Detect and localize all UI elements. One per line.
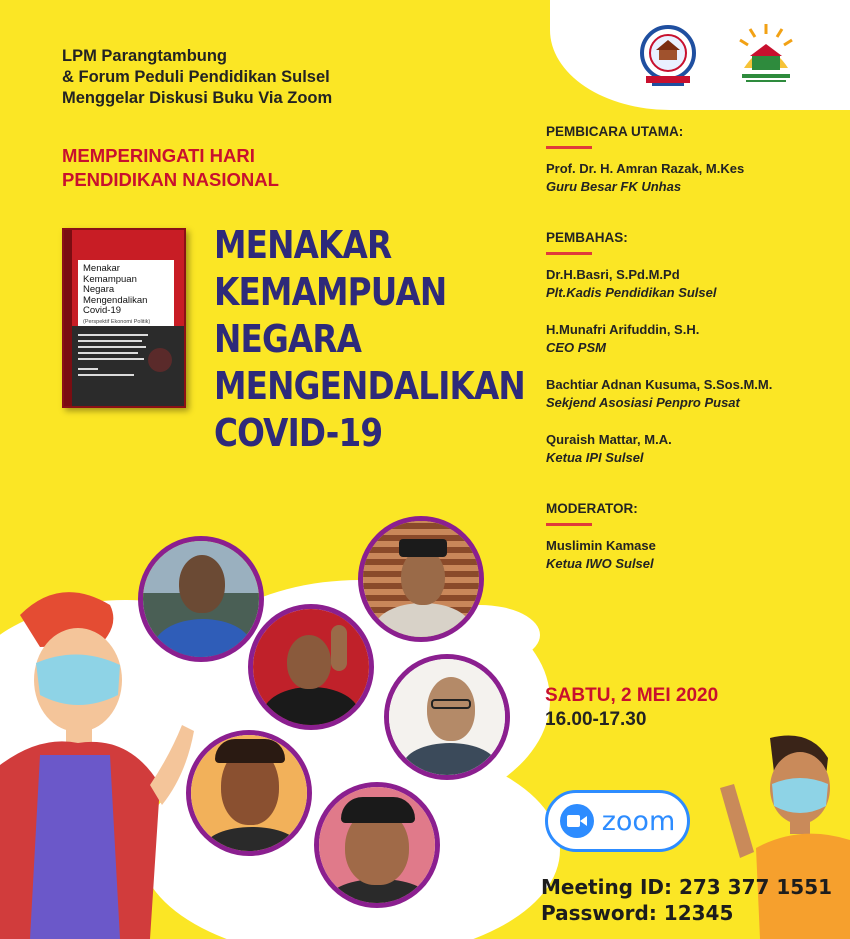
- speakers-list: [546, 124, 836, 592]
- speaker-entry: [546, 537, 836, 573]
- meeting-info: [541, 874, 832, 926]
- speaker-name: Dr.H.Basri, S.Pd.M.Pd: [546, 267, 680, 282]
- lpm-logo-icon: [632, 20, 704, 90]
- speaker-photo: [358, 516, 484, 642]
- organizer-line: Menggelar Diskusi Buku Via Zoom: [62, 89, 333, 107]
- speaker-entry: [546, 376, 836, 412]
- organizer-text: [62, 46, 332, 109]
- speaker-entry: [546, 160, 836, 196]
- book-subtitle: (Perspektif Ekonomi Politik): [83, 318, 151, 325]
- speaker-name: H.Munafri Arifuddin, S.H.: [546, 322, 700, 337]
- event-date: SABTU, 2 MEI 2020: [545, 685, 719, 706]
- speaker-role: Ketua IPI Sulsel: [546, 450, 644, 465]
- speaker-name: Bachtiar Adnan Kusuma, S.Sos.M.M.: [546, 377, 773, 392]
- event-schedule: [545, 684, 718, 732]
- book-title-panel: [78, 260, 174, 326]
- speaker-role: Guru Besar FK Unhas: [546, 179, 682, 194]
- book-authors-panel: [72, 326, 184, 406]
- speaker-photo: [314, 782, 440, 908]
- speaker-entry: [546, 431, 836, 467]
- meeting-id: Meeting ID: 273 377 1551: [541, 875, 833, 899]
- speaker-photo: [186, 730, 312, 856]
- event-time: 16.00-17.30: [545, 709, 647, 730]
- discussants-heading: PEMBAHAS:: [546, 230, 628, 245]
- forum-logo-icon: [730, 20, 802, 90]
- masked-person-illustration: [0, 585, 200, 939]
- speaker-name: Prof. Dr. H. Amran Razak, M.Kes: [546, 161, 745, 176]
- book-spine: [64, 230, 72, 406]
- commemoration-line: PENDIDIKAN NASIONAL: [62, 169, 279, 190]
- speaker-name: Quraish Mattar, M.A.: [546, 432, 672, 447]
- commemoration-heading: [62, 144, 279, 192]
- moderator-heading: MODERATOR:: [546, 501, 638, 516]
- heading-underline: [546, 252, 592, 255]
- book-title: Menakar Kemampuan Negara Mengendalikan Covid-19: [83, 263, 148, 316]
- commemoration-line: MEMPERINGATI HARI: [62, 145, 255, 166]
- main-title-line: KEMAMPUAN: [214, 270, 447, 314]
- organizer-line: LPM Parangtambung: [62, 47, 228, 65]
- book-author-lines: [78, 332, 178, 402]
- speaker-role: Plt.Kadis Pendidikan Sulsel: [546, 285, 717, 300]
- zoom-badge: [545, 790, 690, 852]
- main-title: [214, 222, 525, 457]
- speaker-photo: [248, 604, 374, 730]
- video-camera-icon: [560, 804, 594, 838]
- heading-underline: [546, 523, 592, 526]
- zoom-label: zoom: [601, 805, 676, 837]
- main-title-line: NEGARA: [214, 317, 362, 361]
- meeting-password: Password: 12345: [541, 901, 734, 925]
- organizer-line: & Forum Peduli Pendidikan Sulsel: [62, 68, 330, 86]
- speaker-name: Muslimin Kamase: [546, 538, 656, 553]
- keynote-heading: PEMBICARA UTAMA:: [546, 124, 684, 139]
- main-title-line: COVID-19: [214, 411, 383, 455]
- heading-underline: [546, 146, 592, 149]
- speaker-entry: [546, 321, 836, 357]
- speaker-photo: [384, 654, 510, 780]
- main-title-line: MENGENDALIKAN: [214, 364, 525, 408]
- speaker-role: Ketua IWO Sulsel: [546, 556, 654, 571]
- book-cover: [62, 228, 186, 408]
- speaker-role: Sekjend Asosiasi Penpro Pusat: [546, 395, 740, 410]
- speaker-entry: [546, 266, 836, 302]
- speaker-role: CEO PSM: [546, 340, 606, 355]
- main-title-line: MENAKAR: [214, 223, 392, 267]
